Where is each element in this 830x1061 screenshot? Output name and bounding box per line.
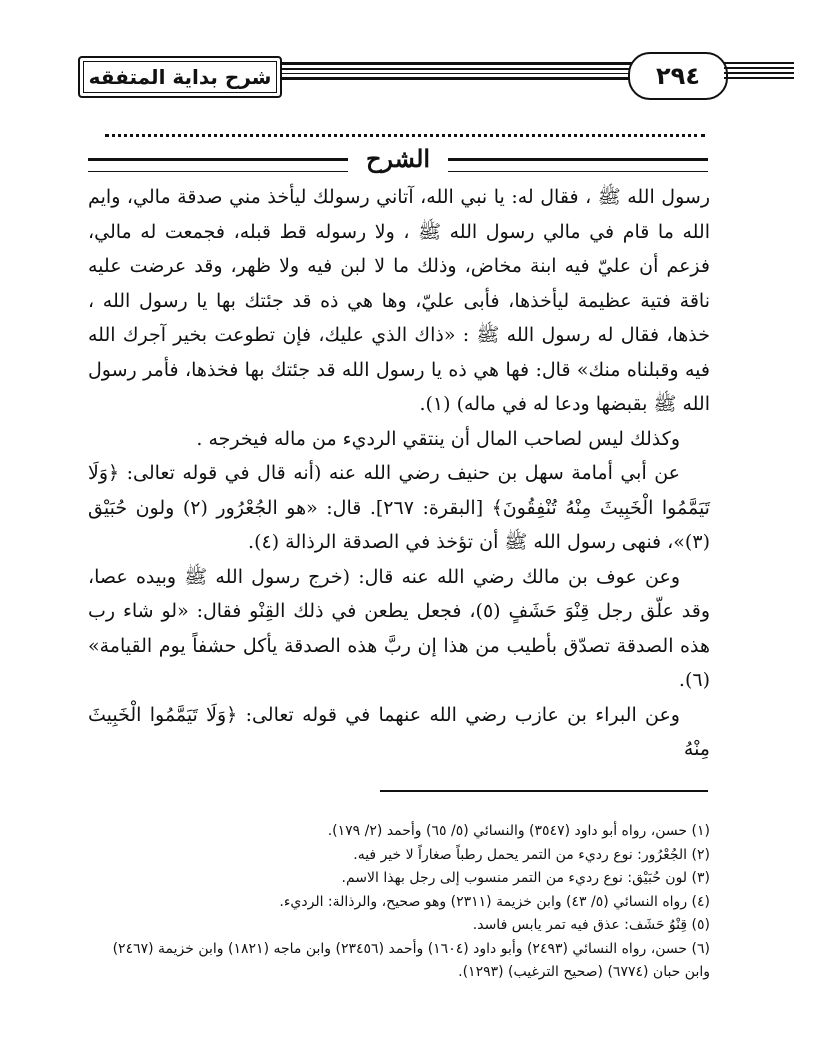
body-text [88,180,710,767]
header-rule [282,62,632,88]
heading-rule-left [88,158,348,172]
paragraph: رسول الله ﷺ ، فقال له: يا نبي الله، آتاني رسولك ليأخذ مني صدقة مالي، وايم الله ما قام في مالي رسول الله ﷺ ، ولا رسوله قط قبله، فجمعت له مالي، فزعم أن عليّ فيه ابنة مخاض، وذلك ما لا لبن فيه ولا ظهر، وقد عرضت عليه ناقة فتية عظيمة ليأخذها، فأبى عليّ، وها هي ذه قد جئتك بها يا رسول الله ، خذها، فقال له رسول الله ﷺ : «ذاك الذي عليك، فإن تطوعت بخير آجرك الله فيه وقبلناه منك» قال: فها هي ذه يا رسول الله قد جئتك بها فخذها، فأمر رسول الله ﷺ بقبضها ودعا له في ماله) (١). [88,186,710,415]
paragraph: وعن البراء بن عازب رضي الله عنهما في قوله تعالى: ﴿وَلَا تَيَمَّمُوا الْخَبِيثَ مِنْهُ [88,703,710,760]
footnote: (١) حسن، رواه أبو داود (٣٥٤٧) والنسائي (٥/ ٦٥) وأحمد (٢/ ١٧٩). [327,823,710,839]
page-number: ٢٩٤ [628,52,728,100]
page-header [60,48,780,108]
footnote: (٥) قِنْوُ حَشَف: عذق فيه تمر يابس فاسد. [472,917,710,933]
paragraph: وكذلك ليس لصاحب المال أن ينتقي الرديء من ماله فيخرجه . [196,427,680,450]
heading-rule-right [448,158,708,172]
header-rule-right [724,62,794,88]
paragraph: عن أبي أمامة سهل بن حنيف رضي الله عنه (أنه قال في قوله تعالى: ﴿وَلَا تَيَمَّمُوا الْخَبِيثَ مِنْهُ تُنْفِقُونَ﴾ [البقرة: ٢٦٧]. قال: «هو الجُعْرُور (٢) ولون حُبَيْق (٣)»، فنهى رسول الله ﷺ أن تؤخذ في الصدقة الرذالة (٤). [88,462,710,553]
footnote: (٦) حسن، رواه النسائي (٢٤٩٣) وأبو داود (١٦٠٤) وأحمد (٢٣٤٥٦) وابن ماجه (١٨٢١) وابن خزيمة (٢٤٦٧) وابن حبان (٦٧٧٤) (صحيح الترغيب) (١٢٩٣). [112,940,710,980]
footnotes [88,820,710,985]
dotted-divider [105,120,705,137]
book-title: شرح بداية المتفقه [78,56,282,98]
section-title: الشرح [365,144,431,173]
paragraph: وعن عوف بن مالك رضي الله عنه قال: (خرج رسول الله ﷺ وبيده عصا، وقد علّق رجل قِنْوَ حَشَفٍ (٥)، فجعل يطعن في ذلك القِنْو فقال: «لو شاء رب هذه الصدقة تصدّق بأطيب من هذا إن ربَّ هذه الصدقة يأكل حشفاً يوم القيامة» (٦). [88,565,710,691]
footnote: (٤) رواه النسائي (٥/ ٤٣) وابن خزيمة (٢٣١١) وهو صحيح، والرذالة: الرديء. [279,893,710,910]
section-heading [88,144,708,184]
footnote-separator [380,790,708,792]
footnote: (٢) الجُعْرُور: نوع رديء من التمر يحمل رطباً صغاراً لا خير فيه. [353,846,710,863]
footnote: (٣) لون حُبَيْق: نوع رديء من التمر منسوب إلى رجل بهذا الاسم. [341,870,710,886]
